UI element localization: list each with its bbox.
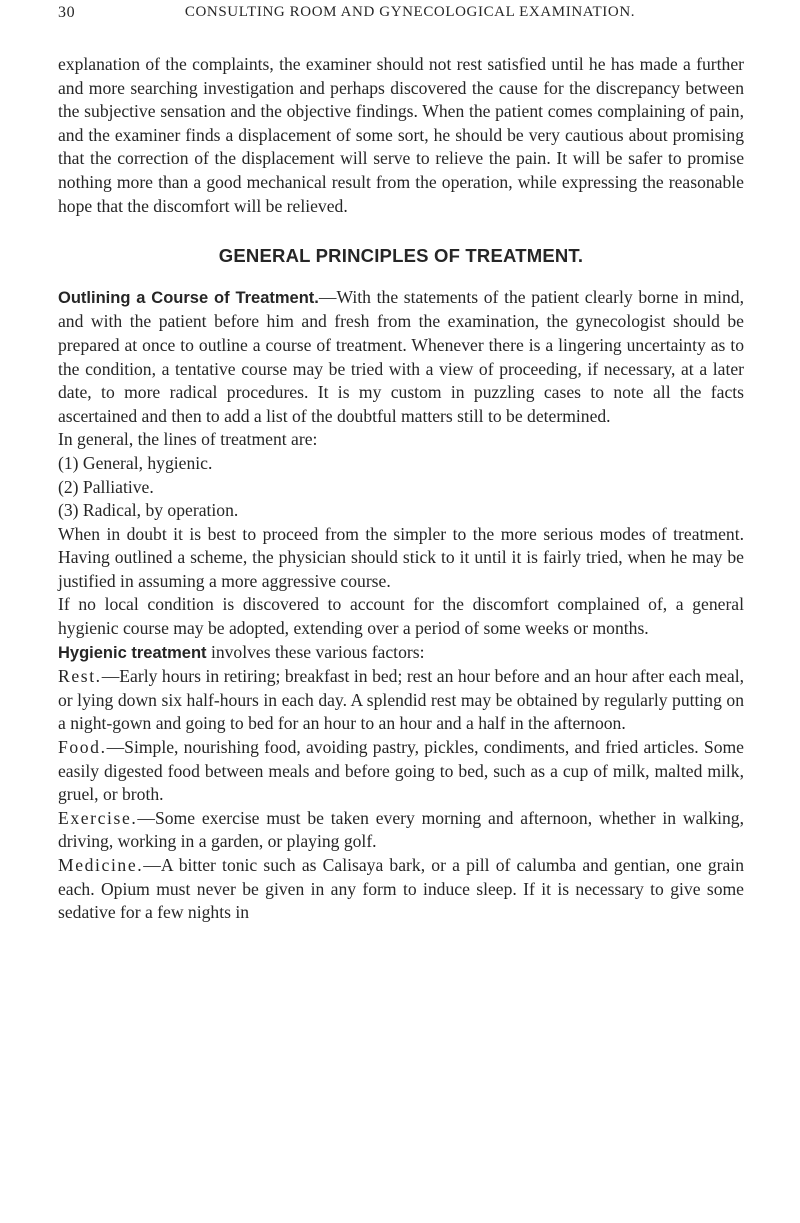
- outlining-lead: Outlining a Course of Treatment.: [58, 288, 319, 307]
- factor-term: Rest.: [58, 666, 102, 687]
- running-title: CONSULTING ROOM AND GYNECOLOGICAL EXAMINATION.: [184, 4, 636, 20]
- list-item: (2) Palliative.: [58, 476, 154, 497]
- factor-text: —Simple, nourishing food, avoiding pastry, pickles, condiments, and fried articles. Some easily digested food between meals and before going to bed, such as a cup of milk, malted milk, gruel, or broth.: [58, 737, 744, 805]
- factor-text: —A bitter tonic such as Calisaya bark, or a pill of calumba and gentian, one grain each. Opium must never be given in any form to induce sleep. If it is necessary to give some sedative for a few nights in: [58, 855, 744, 923]
- factor-term: Exercise.: [58, 807, 138, 828]
- factor-medicine: [58, 854, 744, 925]
- factor-rest: [58, 665, 744, 736]
- intro-paragraph: explanation of the complaints, the examiner should not rest satisfied until he has made a further and more searching investigation and perhaps discovered the cause for the discrepancy between the subjective sensation and the objective findings. When the patient comes complaining of pain, and the examiner finds a displacement of some sort, he should be very cautious about promising that the correction of the displacement will serve to relieve the pain. It will be safer to promise nothing more than a good mechanical result from the operation, while expressing the reasonable hope that the discomfort will be relieved.: [58, 54, 744, 216]
- running-header: [58, 4, 742, 21]
- lines-intro: In general, the lines of treatment are:: [58, 429, 318, 450]
- doubt-paragraph: When in doubt it is best to proceed from the simpler to the more serious modes of treatment. Having outlined a scheme, the physician should stick to it until it is fairly tried, when he may be justified in assuming a more aggressive course.: [58, 523, 744, 591]
- page-number: 30: [58, 4, 76, 21]
- outlining-paragraph: [58, 286, 744, 429]
- list-item: (1) General, hygienic.: [58, 452, 213, 473]
- list-item: (3) Radical, by operation.: [58, 500, 239, 521]
- section-heading: GENERAL PRINCIPLES OF TREATMENT.: [218, 245, 584, 267]
- hygienic-lead: Hygienic treatment: [58, 643, 207, 662]
- outlining-text: —With the statements of the patient clearly borne in mind, and with the patient before him and fresh from the examination, the gynecologist should be prepared at once to outline a course of treatment. Whenever there is a lingering uncertainty as to the condition, a tentative course may be tried with a view of proceeding, if necessary, at a later date, to more radical procedures. It is my custom in puzzling cases to note all the facts ascertained and then to add a list of the doubtful matters still to be determined.: [58, 286, 744, 426]
- hygienic-paragraph: [58, 641, 744, 666]
- factor-text: —Some exercise must be taken every morning and afternoon, whether in walking, driving, working in a garden, or playing golf.: [58, 807, 744, 852]
- factor-food: [58, 736, 744, 807]
- factor-exercise: [58, 807, 744, 854]
- factor-text: —Early hours in retiring; breakfast in bed; rest an hour before and an hour after each meal, or lying down six half-hours in each day. A splendid rest may be obtained by regularly putting on a night-gown and going to bed for an hour to an hour and a half in the afternoon.: [58, 666, 744, 734]
- no-local-paragraph: If no local condition is discovered to account for the discomfort complained of, a general hygienic course may be adopted, extending over a period of some weeks or months.: [58, 594, 744, 639]
- factor-term: Food.: [58, 737, 107, 758]
- body-text: [58, 53, 744, 925]
- factor-term: Medicine.: [58, 855, 144, 875]
- hygienic-text: involves these various factors:: [206, 641, 425, 662]
